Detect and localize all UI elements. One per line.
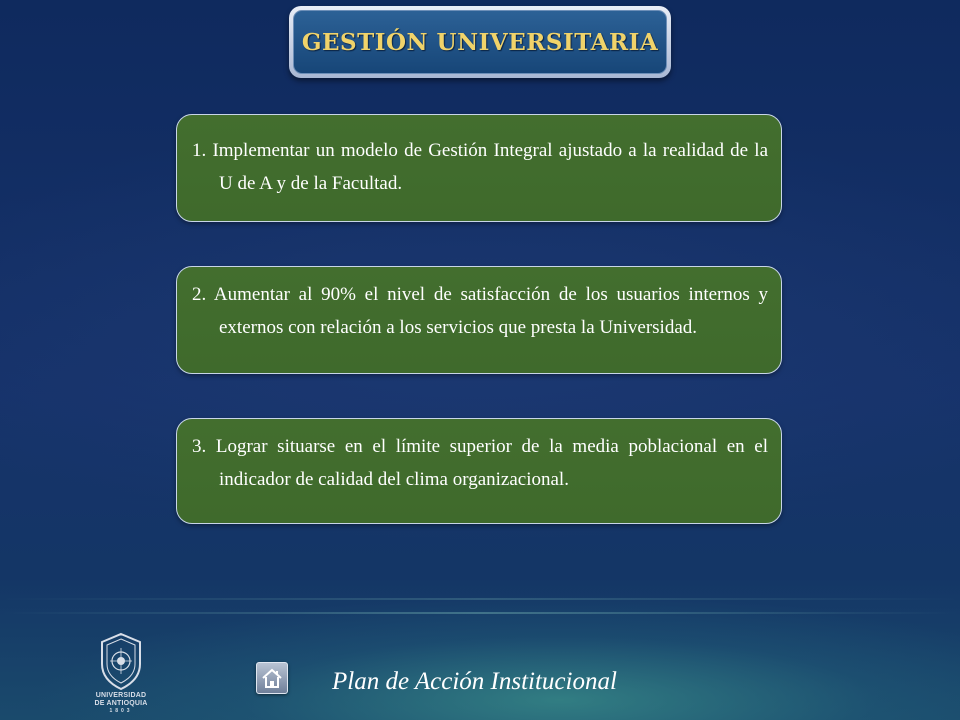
title-panel bbox=[293, 10, 667, 74]
goal-text-3: 3. Lograr situarse en el límite superior de la media poblacional en el indicador de calidad del clima organizacional. bbox=[192, 436, 768, 490]
university-logo bbox=[86, 632, 156, 718]
logo-year: 1803 bbox=[109, 708, 133, 714]
logo-line-2: DE ANTIOQUIA bbox=[94, 700, 148, 707]
goal-text-1: 1. Implementar un modelo de Gestión Integral ajustado a la realidad de la U de A y de la Facultad. bbox=[192, 140, 768, 194]
goal-text-2: 2. Aumentar al 90% el nivel de satisfacción de los usuarios internos y externos con relación a los servicios que presta la Universidad. bbox=[192, 284, 768, 338]
logo-line-1: UNIVERSIDAD bbox=[95, 692, 147, 699]
decorative-wave bbox=[0, 598, 960, 600]
goal-box-1 bbox=[176, 114, 782, 222]
footer-title: Plan de Acción Institucional bbox=[332, 668, 617, 695]
decorative-wave bbox=[0, 612, 960, 614]
university-seal-icon bbox=[98, 632, 144, 692]
home-button[interactable] bbox=[256, 662, 288, 694]
home-icon bbox=[260, 667, 284, 689]
goal-box-2 bbox=[176, 266, 782, 374]
title-frame bbox=[289, 6, 671, 78]
page-title: GESTIÓN UNIVERSITARIA bbox=[301, 28, 659, 56]
goal-box-3 bbox=[176, 418, 782, 524]
